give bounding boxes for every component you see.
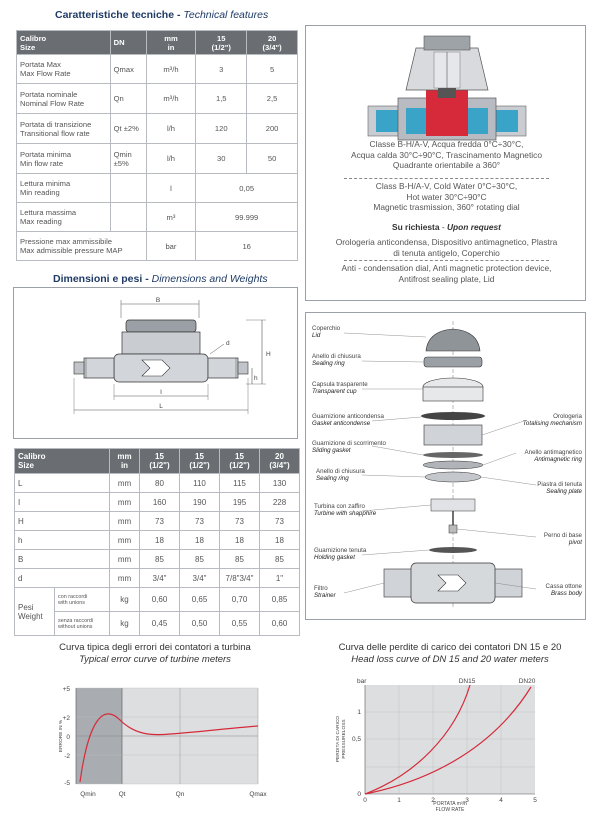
y-tick: 0	[357, 791, 361, 798]
x-tick: Qn	[175, 791, 185, 798]
table-row: senza raccordi without unions kg 0,45 0,50 0,55 0,60	[15, 612, 300, 636]
divider	[344, 260, 549, 261]
label-guarnizione-scorrimento: Guarnizione di scorrimento Sliding gasket	[312, 440, 386, 454]
y-axis-label: PERDITA DI CARICO	[336, 715, 341, 763]
x-tick: Qmin	[80, 791, 96, 798]
dim-label-h-lower: h	[254, 375, 258, 382]
label-guarnizione-anticondensa: Guarnizione anticondensa Gasket anticondense	[312, 413, 384, 427]
label-cassa: Cassa ottone Brass body	[545, 583, 582, 597]
table-row: d mm 3/4" 3/4" 7/8"3/4" 1"	[15, 569, 300, 588]
tech-title: Caratteristiche tecniche - Technical features	[55, 9, 269, 21]
table-row: H mm 73 73 73 73	[15, 512, 300, 531]
table-row: Portata di transizione Transitional flow rate Qt ±2% l/h 120 200	[17, 114, 298, 144]
x-tick: 1	[397, 797, 401, 804]
dim-label-i: I	[160, 389, 162, 396]
label-anello-antimagnetico: Anello antimagnetico Antimagnetic ring	[524, 449, 582, 463]
table-row: h mm 18 18 18 18	[15, 531, 300, 550]
table-row: Portata minima Min flow rate Qmin ±5% l/h 30 50	[17, 144, 298, 174]
features-box: Classe B-H/A-V, Acqua fredda 0°C÷30°C, Acqua calda 30°C÷90°C, Trascinamento Magnetico Quadrante orientabile a 360° Class B-H/A-V, Cold Water 0°C÷30°C, Hot water 30°C÷90°C Magnetic trasmission, 360° rotating dial Su richiesta - Upon request Orologeria anticondensa, Dispositivo antimagnetico, Plastra di tenuta antigelo, Coperchio Anti - condensation dial, Anti magnetic protection device, Antifrost sealing plate, Lid	[305, 25, 586, 301]
option-it-line2: di tenuta antigelo, Coperchio	[393, 247, 500, 258]
feature-en-line3: Magnetic trasmission, 360° rotating dial	[373, 202, 520, 212]
y-axis-label: ERRORE IN %	[59, 719, 64, 753]
dim-label-h-upper: H	[266, 351, 271, 358]
dim-label-l: L	[159, 403, 163, 410]
dim-label-b: B	[155, 297, 161, 304]
x-tick: 4	[499, 797, 503, 804]
feature-en-line1: Class B-H/A-V, Cold Water 0°C÷30°C,	[375, 181, 518, 191]
tech-table: Calibro Size DN mm in 15 (1/2") 20 (3/4") Portata Max Max Flow Rate Qmax m³/h 3 5 Portata nominale Nominal Flow Rate Qn m³/h 1,5 2,5 Portata di transizione Transitional flow rate Qt ±2% l/h 120 200 Portata minima Min flow rate Qmin ±5% l/h 30 50 Lettura minima Min reading l 0,05 Lettura massima Max reading m³ 99.999 Pressione max ammissibile Max admissible pressure MAP bar 16	[16, 30, 298, 261]
feature-it-line2: Acqua calda 30°C÷90°C, Trascinamento Magnetico	[351, 149, 542, 160]
y-tick: 0,5	[351, 736, 361, 743]
x-tick: 0	[363, 797, 367, 804]
table-row: I mm 160 190 195 228	[15, 493, 300, 512]
dim-label-d: d	[226, 340, 230, 347]
table-row: Portata Max Max Flow Rate Qmax m³/h 3 5	[17, 55, 298, 84]
label-capsula: Capsula trasparente Transparent cup	[312, 381, 368, 395]
x-axis-label-en: FLOW RATE	[435, 807, 465, 813]
table-row: B mm 85 85 85 85	[15, 550, 300, 569]
exploded-view-box	[305, 312, 586, 620]
option-it-line1: Orologeria anticondensa, Dispositivo antimagnetico, Plastra	[335, 237, 558, 247]
feature-it-line1: Classe B-H/A-V, Acqua fredda 0°C÷30°C,	[369, 139, 524, 149]
dimension-drawing-box	[13, 287, 298, 439]
label-perno: Perno di base pivot	[543, 532, 582, 546]
dimensions-table: Calibro Size mm in 15 (1/2") 15 (1/2") 15 (1/2") 20 (3/4") L mm 80 110 115 130 I mm 160 190 195 228 H mm 73 73 73 73 h mm 18 18 18 18 B mm 85 85 85 85 d mm 3/4" 3/4" 7/8"3/4" 1" Pesi Weight con raccordi with unions kg 0,60 0,65 0,70 0,85 senza raccordi without unions kg 0,45 0,50 0,55 0,60	[14, 448, 300, 636]
x-tick: Qmax	[249, 791, 267, 798]
label-turbina: Turbina con zaffiro Turbine with shapphire	[314, 503, 377, 517]
y-tick: +5	[62, 686, 70, 693]
label-anello-chiusura: Anello di chiusura Sealing ring	[312, 353, 361, 367]
option-en-line2: Antifrost sealing plate, Lid	[398, 273, 495, 284]
y-tick: -2	[64, 753, 70, 760]
y-unit: bar	[357, 678, 367, 685]
label-coperchio: Coperchio Lid	[312, 325, 341, 339]
x-tick: 3	[465, 797, 469, 804]
y-axis-label-en: PRESSURELOSS	[342, 719, 347, 759]
table-row: Pressione max ammissibile Max admissible pressure MAP bar 16	[17, 232, 298, 261]
y-tick: -5	[64, 780, 70, 787]
head-loss-chart	[305, 675, 595, 815]
option-en-line1: Anti - condensation dial, Anti magnetic protection device,	[341, 263, 552, 273]
dimensions-title: Dimensioni e pesi - Dimensions and Weights	[53, 273, 268, 285]
label-anello-chiusura-2: Anello di chiusura Sealing ring	[316, 468, 365, 482]
table-row: Lettura massima Max reading m³ 99.999	[17, 203, 298, 232]
series-label-dn20: DN20	[518, 678, 536, 685]
table-row: Portata nominale Nominal Flow Rate Qn m³/h 1,5 2,5	[17, 84, 298, 114]
table-row: L mm 80 110 115 130	[15, 474, 300, 493]
error-curve-chart	[10, 684, 300, 814]
feature-en-line2: Hot water 30°C÷90°C	[406, 191, 487, 202]
label-orologeria: Orologeria Totalising mechanism	[522, 413, 582, 427]
x-axis-label: PORTATA m³/h	[433, 801, 467, 807]
table-row: Lettura minima Min reading l 0,05	[17, 174, 298, 203]
table-row: Pesi Weight con raccordi with unions kg 0,60 0,65 0,70 0,85	[15, 588, 300, 612]
upon-request-en: Upon request	[446, 222, 501, 232]
x-tick: Qt	[118, 791, 126, 798]
feature-it-line3: Quadrante orientabile a 360°	[392, 160, 501, 170]
error-curve-title: Curva tipica degli errori dei contatori a turbina Typical error curve of turbine meters	[59, 642, 251, 665]
x-tick: 5	[533, 797, 537, 804]
divider	[344, 178, 549, 179]
y-tick: 1	[357, 709, 361, 716]
series-label-dn15: DN15	[458, 678, 476, 685]
meter-dimension-drawing	[14, 288, 299, 440]
head-loss-title: Curva delle perdite di carico dei contatori DN 15 e 20 Head loss curve of DN 15 and 20 water meters	[338, 642, 562, 665]
label-piastra: Piastra di tenuta Sealing plate	[537, 481, 582, 495]
label-guarnizione-tenuta: Guarnizione tenuta Holding gasket	[314, 547, 367, 561]
y-tick: 0	[66, 734, 70, 741]
x-tick: 2	[431, 797, 435, 804]
y-tick: +2	[62, 715, 70, 722]
upon-request-it: Su richiesta	[392, 222, 440, 232]
meter-cutaway-image	[306, 26, 587, 151]
label-filtro: Filtro Strainer	[314, 585, 336, 599]
